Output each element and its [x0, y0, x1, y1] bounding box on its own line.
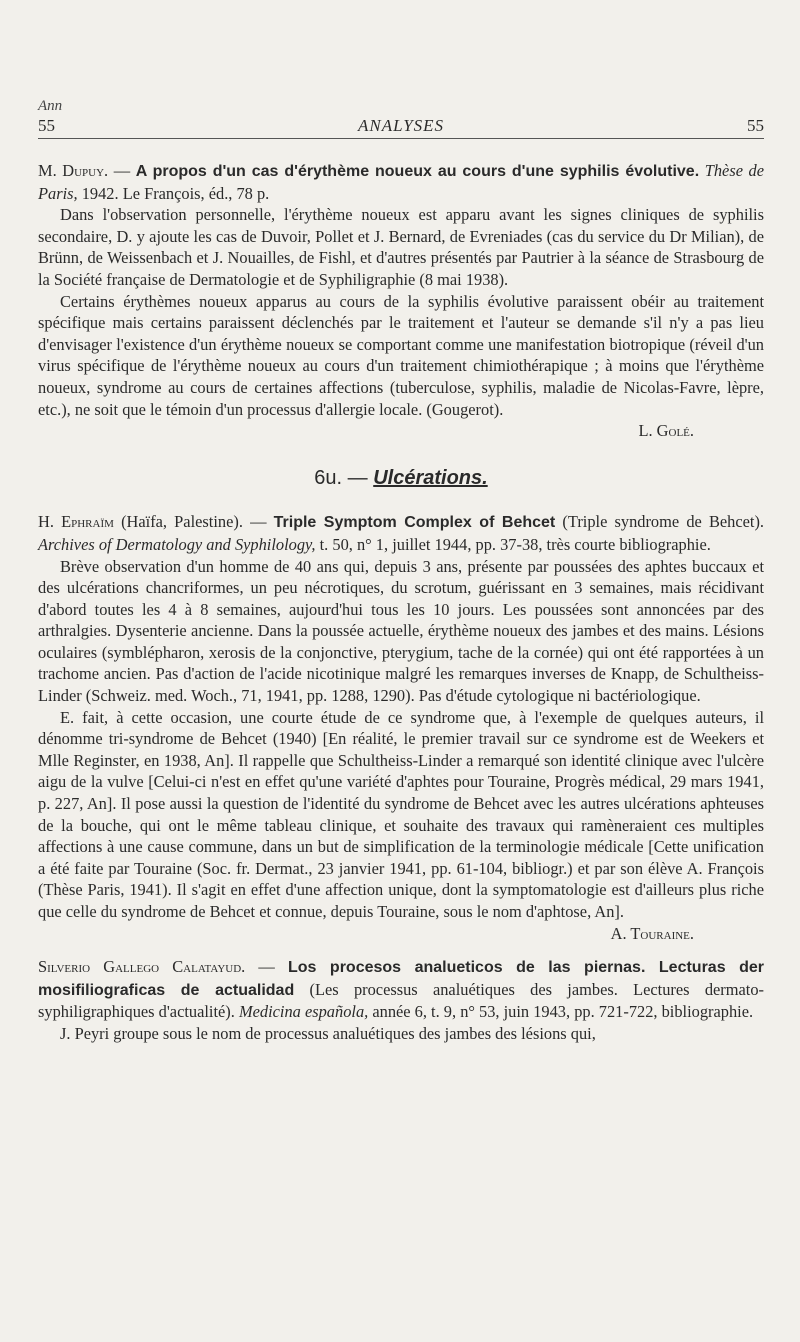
entry2-title: Triple Symptom Complex of Behcet: [273, 514, 556, 532]
running-title: ANALYSES: [357, 116, 445, 135]
page-body: [38, 160, 764, 1045]
entry2-paragraph-2: E. fait, à cette occasion, une courte étude de ce syndrome que, à l'exemple de quelques auteurs, il dénomme tri-syndrome de Behcet (1940) [En réalité, le premier travail sur ce syndrome est de Weekers et Mlle Reginster, en 1938, An]. Il rappelle que Schultheiss-Linder a remarqué son identité clinique avec l'ulcère aigu de la vulve [Celui-ci n'est en effet qu'une variété d'aphtes pour Touraine, Progrès médical, 29 mars 1941, p. 227, An]. Il pose aussi la question de l'identité du syndrome de Behcet avec les autres ulcérations aphteuses de la bouche, qui ont le même tableau clinique, et souhaite des travaux qui ramèneraient ces multiples affections à une cause commune, dans un but de simplification de la terminologie médicale [Cette unification a été faite par Touraine (Soc. fr. Dermat., 23 janvier 1941, pp. 61-104, bibliogr.) et par son élève A. François (Thèse Paris, 1941). Il s'agit en effet d'une affection unique, dont la symptomatologie est d'ailleurs plus riche que celle du syndrome de Behcet et connue, depuis Touraine, sous le nom d'aphtose, An].: [38, 707, 764, 921]
section-name: Ulcérations.: [373, 466, 488, 489]
entry3-dash: —: [245, 957, 288, 977]
entry3-subtitle: (Les processus analuétiques des jambes. Lectures dermato-syphiligraphiques d'actualité).: [38, 979, 764, 1022]
section-number: 6u.: [314, 466, 343, 489]
entry1-paragraph-2: Certains érythèmes noueux apparus au cours de la syphilis évolutive paraissent obéir au traitement spécifique mais certains paraissent déclenchés par le traitement et l'auteur se demande s'il n'y a pas lieu d'envisager l'existence d'un érythème noueux se comportant comme une manifestation biotropique (réveil d'un virus spécifique de l'érythème noueux au cours d'un traitement chimiothérapique ; à moins que l'érythème noueux, syndrome au cours de certaines affections (tuberculose, syphilis, maladie de Nicolas-Favre, lèpre, etc.), ne soit que le témoin d'un processus d'allergie locale. (Gougerot).: [38, 291, 764, 419]
entry1-title: A propos d'un cas d'érythème noueux au cours d'une syphilis évolutive.: [135, 163, 700, 180]
entry2-source: t. 50, n° 1, juillet 1944, pp. 37-38, très courte bibliographie.: [315, 534, 711, 554]
entry2-signature: A. Touraine.: [610, 923, 694, 943]
handwritten-note: Ann: [38, 98, 63, 114]
entry2-subtitle: (Triple syndrome de Behcet).: [555, 512, 765, 532]
entry3-paragraph-1: J. Peyri groupe sous le nom de processus analuétiques des jambes des lésions qui,: [60, 1023, 596, 1043]
entry2-heading: [38, 511, 764, 555]
entry1-heading: [38, 160, 764, 204]
entry2-place: (Haïfa, Palestine). —: [113, 512, 274, 532]
section-dash: —: [342, 466, 374, 489]
entry2-paragraph-1: Brève observation d'un homme de 40 ans qui, depuis 3 ans, présente par poussées des aphtes buccaux et des ulcérations chancriformes, un peu nécrotiques, du scrotum, guérissant en 3 semaines, mais récidivant d'abord toutes les 4 à 8 semaines, aujourd'hui tous les 10 jours. Les poussées sont annoncées par des arthralgies. Dysenterie ancienne. Dans la poussée actuelle, érythème noueux des jambes et des mains. Lésions oculaires (symblépharon, xerosis de la conjonctive, pterygium, tache de la cornée) qui ont été rapportées à un trachome ancien. Pas d'action de l'acide nicotinique malgré les remarques inverses de Knapp, de Schultheiss-Linder (Schweiz. med. Woch., 71, 1941, pp. 1288, 1290). Pas d'étude cytologique ni bactériologique.: [38, 556, 764, 706]
entry1-signature-row: [38, 420, 764, 442]
entry1-author: M. Dupuy.: [38, 161, 109, 180]
entry2-source-italic: Archives of Dermatology and Syphilology,: [38, 534, 316, 554]
page-number-right: 55: [747, 116, 764, 135]
entry2-author: H. Ephraïm: [38, 512, 114, 532]
running-head: [38, 116, 764, 139]
entry3-source: année 6, t. 9, n° 53, juin 1943, pp. 721-722, bibliographie.: [368, 1002, 754, 1022]
entry1-source-italic: Thèse de Paris,: [38, 161, 765, 203]
entry1-source: 1942. Le François, éd., 78 p.: [77, 183, 270, 203]
entry3-heading: [38, 956, 764, 1023]
entry2-signature-row: [38, 923, 764, 945]
entry1-dash: —: [108, 161, 136, 180]
section-heading: [38, 468, 764, 490]
entry3-source-italic: Medicina española,: [238, 1002, 369, 1022]
page-number-left: 55: [38, 116, 55, 135]
entry3-title: Los procesos analueticos de las piernas. Lecturas der mosifiliograficas de actualidad: [38, 959, 765, 999]
entry1-signature: L. Golé.: [638, 421, 694, 441]
entry3-author: Silverio Gallego Calatayud.: [38, 957, 246, 977]
entry1-paragraph-1: Dans l'observation personnelle, l'érythème noueux est apparu avant les signes cliniques de syphilis secondaire, D. y ajoute les cas de Duvoir, Pollet et J. Bernard, de Evreniades (cas du service du Dr Milian), de Brünn, de Weissenbach et J. Nouailles, de Fishl, et d'autres présentés par Pautrier à la séance de Strasbourg de la Société française de Dermatologie et de Syphiligraphie (8 mai 1938).: [38, 205, 764, 289]
